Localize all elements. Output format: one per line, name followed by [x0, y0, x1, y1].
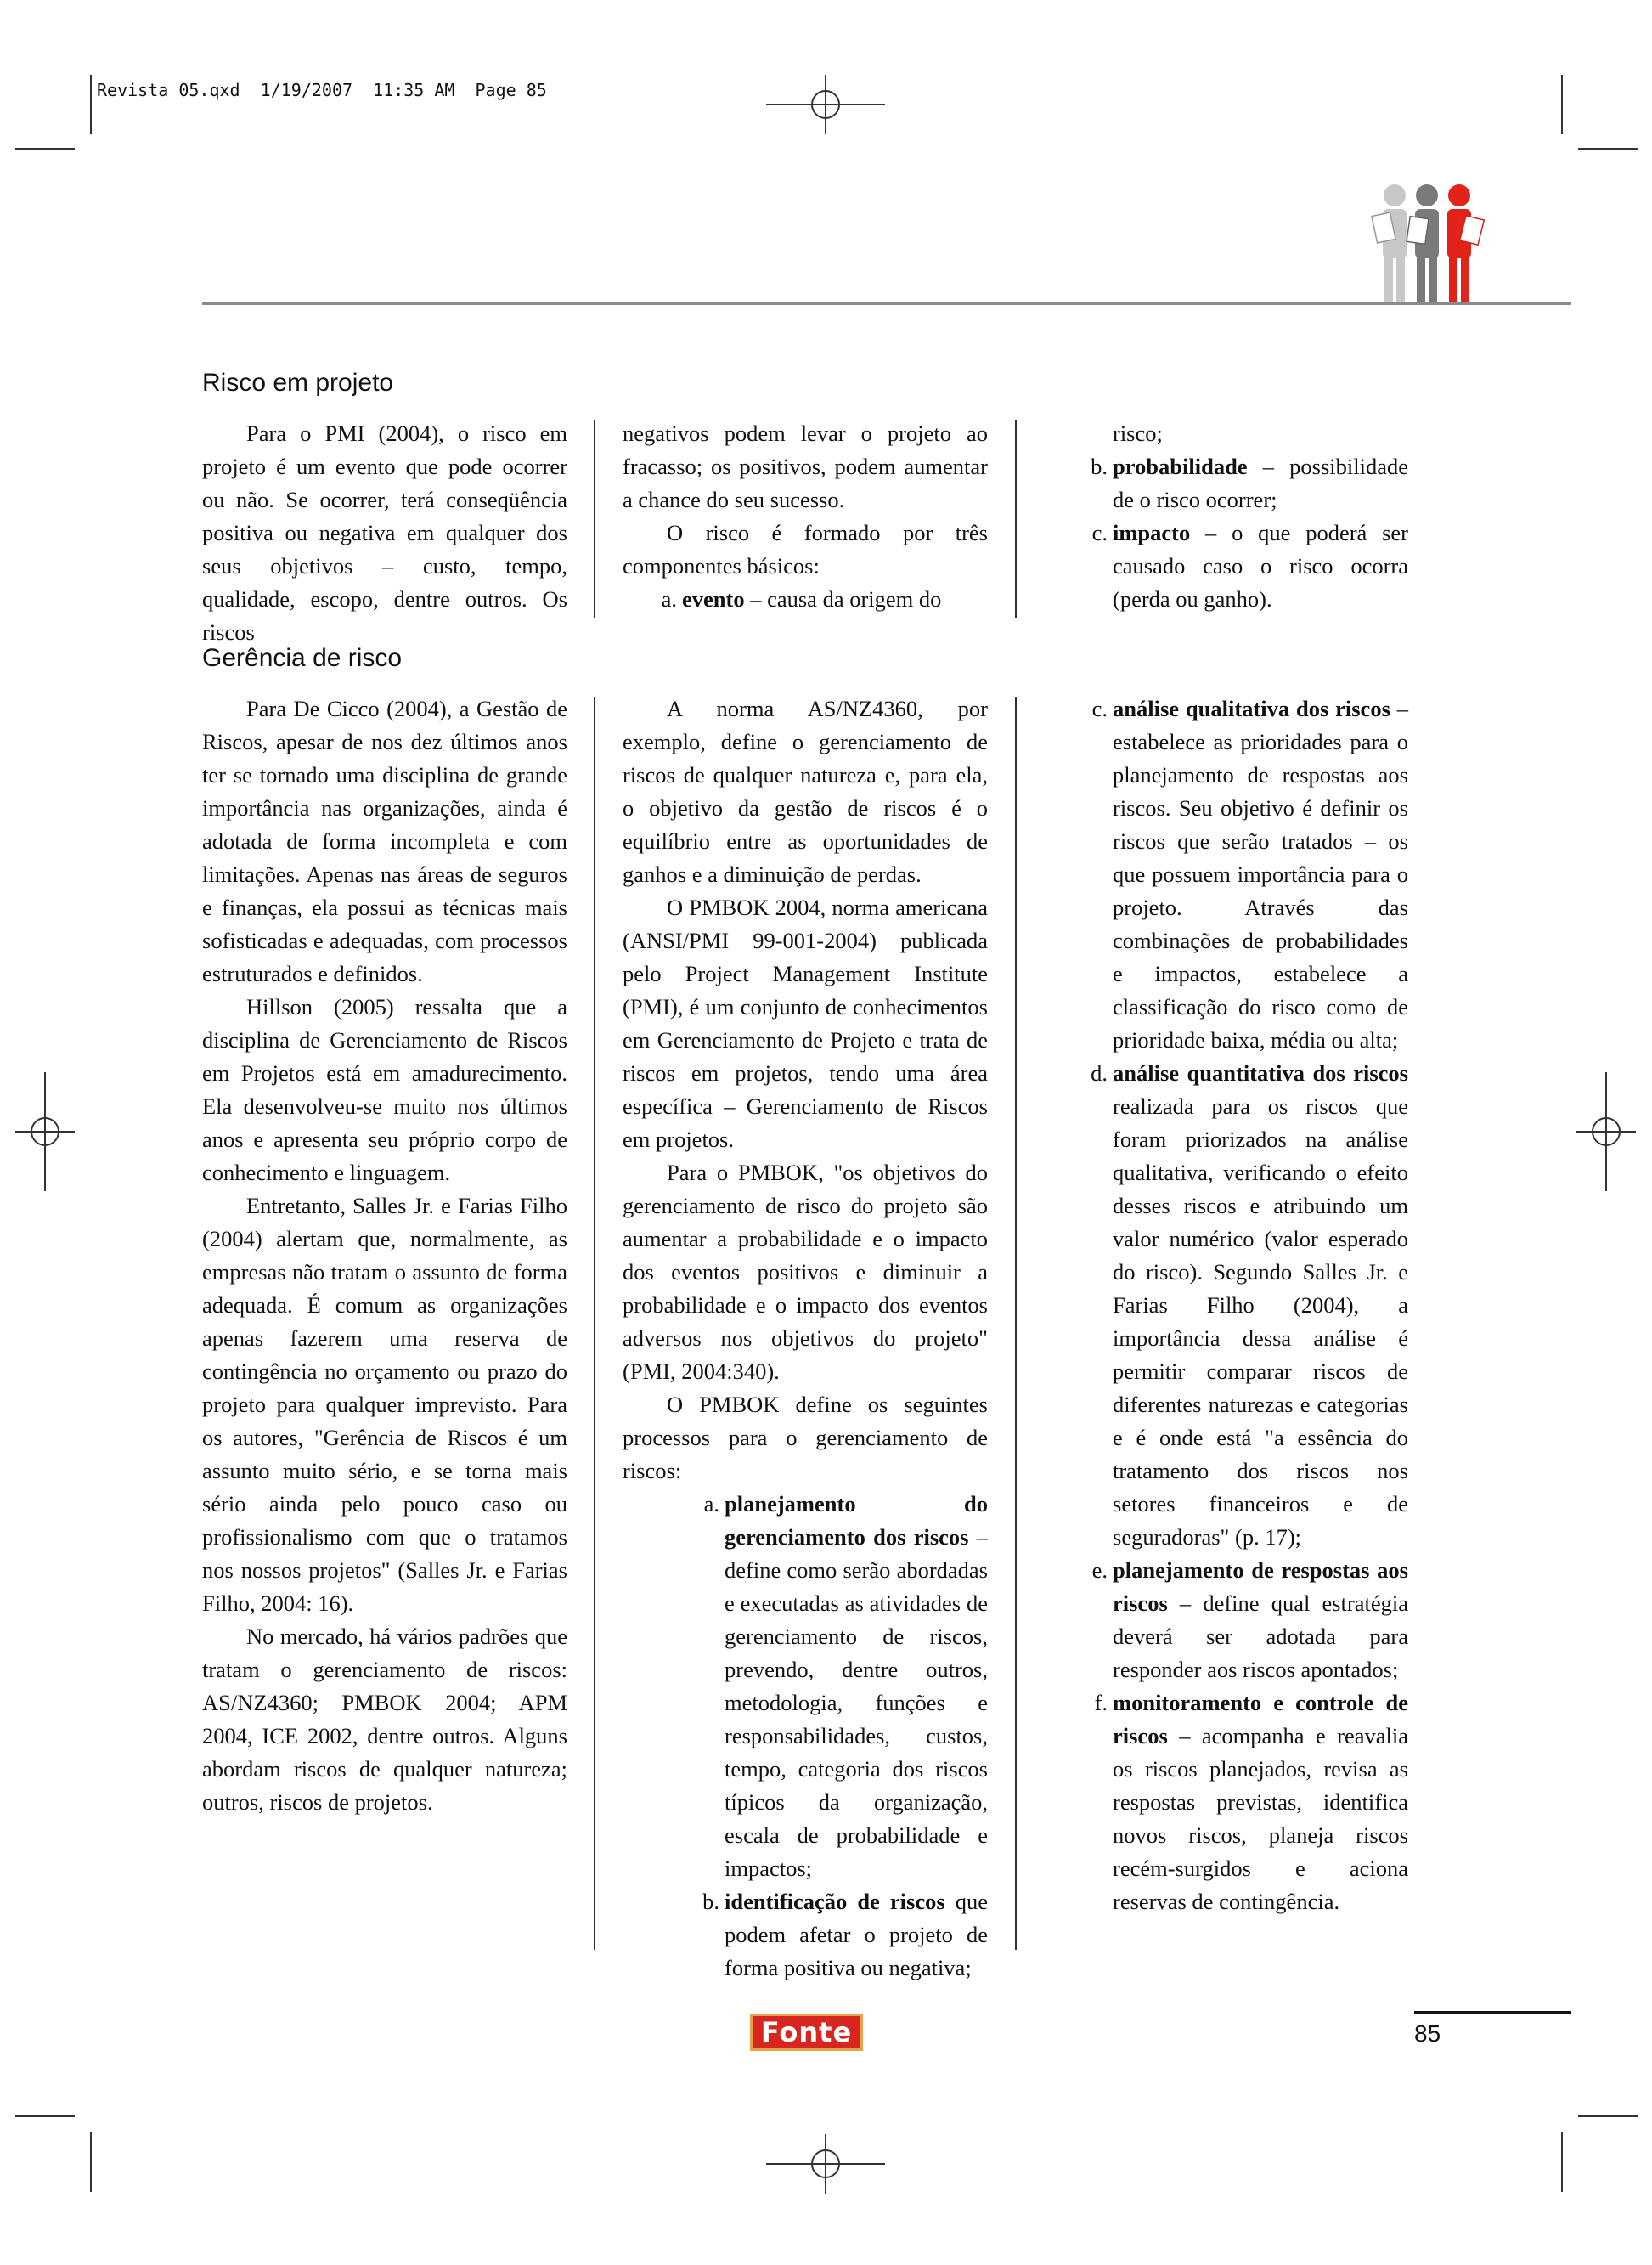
registration-mark-icon	[1576, 1072, 1636, 1191]
list-text: – estabelece as prioridades para o planejamento de respostas aos riscos. Seu objetivo é definir os riscos que serão tratados – os que possuem importância para o projeto. Através das combinações de probabilidades e impactos, estabelece a classificação do risco como de prioridade baixa, média ou alta;	[1113, 696, 1408, 1053]
crop-mark	[1578, 2115, 1638, 2117]
list-term: análise qualitativa dos riscos	[1113, 696, 1390, 721]
list-text: – define como serão abordadas e executadas as atividades de gerenciamento de riscos, prevendo, dentre outros, metodologia, funções e responsabilidades, custos, tempo, categoria dos riscos típicos da organização, escala de probabilidade e impactos;	[725, 1524, 989, 1881]
fonte-logo-text: Fonte	[760, 2016, 853, 2048]
crop-mark	[1578, 148, 1638, 150]
list-term: evento	[682, 586, 745, 612]
list-marker: d.	[1091, 1060, 1108, 1086]
paragraph: Para De Cicco (2004), a Gestão de Riscos, apesar de nos dez últimos anos ter se tornado uma disciplina de grande importância nas organizações, ainda é adotada de forma incompleta e com limitações. Apenas nas áreas de seguros e finanças, ela possui as técnicas mais sofisticadas e adequadas, com processos estruturados e definidos.	[202, 696, 567, 986]
page-number: 85	[1414, 2020, 1441, 2047]
section1-column-3	[1053, 417, 1408, 616]
print-slug: Revista 05.qxd 1/19/2007 11:35 AM Page 85	[97, 80, 547, 100]
list-text: – define qual estratégia deverá ser adotada para responder aos riscos apontados;	[1113, 1590, 1408, 1682]
registration-mark-icon	[15, 1072, 75, 1191]
section-heading: Gerência de risco	[202, 644, 403, 672]
section1-column-1	[202, 417, 567, 649]
list-item	[623, 1488, 988, 1885]
list-marker: a.	[661, 586, 677, 612]
list-text: que podem afetar o projeto de forma positiva ou negativa;	[725, 1889, 989, 1980]
list-item	[1053, 1554, 1408, 1686]
paragraph: negativos podem levar o projeto ao fracasso; os positivos, podem aumentar a chance do seu sucesso.	[623, 421, 988, 512]
paragraph: O risco é formado por três componentes básicos:	[623, 520, 988, 579]
list-text: realizada para os riscos que foram priorizados na análise qualitativa, verificando o efeito desses riscos e atribuindo um valor numérico (valor esperado do risco). Segundo Salles Jr. e Farias Filho (2004), a importância dessa análise é permitir comparar riscos de diferentes naturezas e categorias e é onde está "a essência do tratamento dos riscos nos setores financeiros e de seguradoras" (p. 17);	[1113, 1093, 1408, 1550]
section1-column-2	[623, 417, 988, 616]
column-divider	[1015, 420, 1017, 618]
paragraph: O PMBOK 2004, norma americana (ANSI/PMI 99-001-2004) publicada pelo Project Management Institute (PMI), é um conjunto de conhecimentos em Gerenciamento de Projeto e trata de riscos em projetos, tendo uma área específica – Gerenciamento de Riscos em projetos.	[623, 895, 988, 1152]
list-marker: c.	[1091, 696, 1108, 721]
list-marker: a.	[703, 1491, 719, 1517]
list-term: identificação de riscos	[725, 1889, 945, 1914]
crop-mark	[15, 148, 75, 150]
registration-mark-icon	[766, 75, 885, 134]
list-text: – possibilidade de o risco ocorrer;	[1113, 454, 1408, 512]
list-item	[623, 583, 988, 616]
list-marker: b.	[1091, 454, 1108, 479]
list-marker: e.	[1091, 1557, 1108, 1583]
list-text: – acompanha e reavalia os riscos planejados, revisa as respostas previstas, identifica novos riscos, planeja riscos recém-surgidos e aciona reservas de contingência.	[1113, 1723, 1408, 1914]
column-divider	[594, 420, 595, 618]
paragraph: Para o PMBOK, "os objetivos do gerenciamento de risco do projeto são aumentar a probabilidade e o impacto dos eventos positivos e diminuir a probabilidade e o impacto dos eventos adversos nos objetivos do projeto" (PMI, 2004:340).	[623, 1160, 988, 1384]
crop-mark	[1561, 75, 1563, 134]
list-marker: f.	[1094, 1690, 1108, 1715]
section2-column-2	[623, 692, 988, 1985]
registration-mark-icon	[766, 2134, 885, 2194]
list-text: – causa da origem do	[744, 586, 942, 612]
section-heading: Risco em projeto	[202, 369, 394, 397]
section2-column-1	[202, 692, 567, 1819]
paragraph: No mercado, há vários padrões que tratam o gerenciamento de riscos: AS/NZ4360; PMBOK 2004; APM 2004, ICE 2002, dentre outros. Alguns abordam riscos de qualquer natureza; outros, riscos de projetos.	[202, 1624, 567, 1815]
list-item	[623, 1885, 988, 1985]
paragraph: Hillson (2005) ressalta que a disciplina de Gerenciamento de Riscos em Projetos está em amadurecimento. Ela desenvolveu-se muito nos últimos anos e apresenta seu próprio corpo de conhecimento e linguagem.	[202, 994, 567, 1185]
list-item	[1053, 450, 1408, 517]
crop-mark	[15, 2115, 75, 2117]
list-continuation: risco;	[1113, 421, 1163, 446]
paragraph: A norma AS/NZ4360, por exemplo, define o gerenciamento de riscos de qualquer natureza e, para ela, o objetivo da gestão de riscos é o equilíbrio entre as oportunidades de ganhos e a diminuição de perdas.	[623, 696, 988, 887]
list-term: impacto	[1113, 520, 1191, 545]
list-term: probabilidade	[1113, 454, 1248, 479]
list-item	[1053, 692, 1408, 1057]
list-item	[1053, 1057, 1408, 1554]
crop-mark	[1561, 2132, 1563, 2192]
list-marker: c.	[1091, 520, 1108, 545]
paragraph: Entretanto, Salles Jr. e Farias Filho (2004) alertam que, normalmente, as empresas não tratam o assunto de forma adequada. É comum as organizações apenas fazerem uma reserva de contingência no orçamento ou prazo do projeto para qualquer imprevisto. Para os autores, "Gerência de Riscos é um assunto muito sério, e se torna mais sério ainda pelo pouco caso ou profissionalismo com que o tratamos nos nossos projetos" (Salles Jr. e Farias Filho, 2004: 16).	[202, 1193, 567, 1616]
fonte-logo	[750, 2014, 863, 2051]
column-divider	[1015, 697, 1017, 1950]
section2-column-3	[1053, 692, 1408, 1918]
column-divider	[594, 697, 595, 1950]
paragraph: O PMBOK define os seguintes processos para o gerenciamento de riscos:	[623, 1392, 988, 1483]
list-term: análise quantitativa dos riscos	[1113, 1060, 1408, 1086]
paragraph: Para o PMI (2004), o risco em projeto é um evento que pode ocorrer ou não. Se ocorrer, terá conseqüência positiva ou negativa em qualquer dos seus objetivos – custo, tempo, qualidade, escopo, dentre outros. Os riscos	[202, 421, 567, 645]
list-text: – o que poderá ser causado caso o risco ocorra (perda ou ganho).	[1113, 520, 1408, 612]
crop-mark	[90, 75, 92, 134]
crop-mark	[90, 2132, 92, 2192]
list-term: planejamento de respostas aos riscos	[1113, 1557, 1408, 1616]
list-term: planejamento do gerenciamento dos riscos	[725, 1491, 988, 1550]
list-marker: b.	[702, 1889, 719, 1914]
people-group-icon	[1367, 180, 1495, 306]
header-rule	[202, 302, 1571, 305]
list-item	[1053, 1686, 1408, 1918]
list-item	[1053, 517, 1408, 616]
list-term: monitoramento e controle de riscos	[1113, 1690, 1408, 1748]
page-number-rule	[1414, 2011, 1571, 2014]
